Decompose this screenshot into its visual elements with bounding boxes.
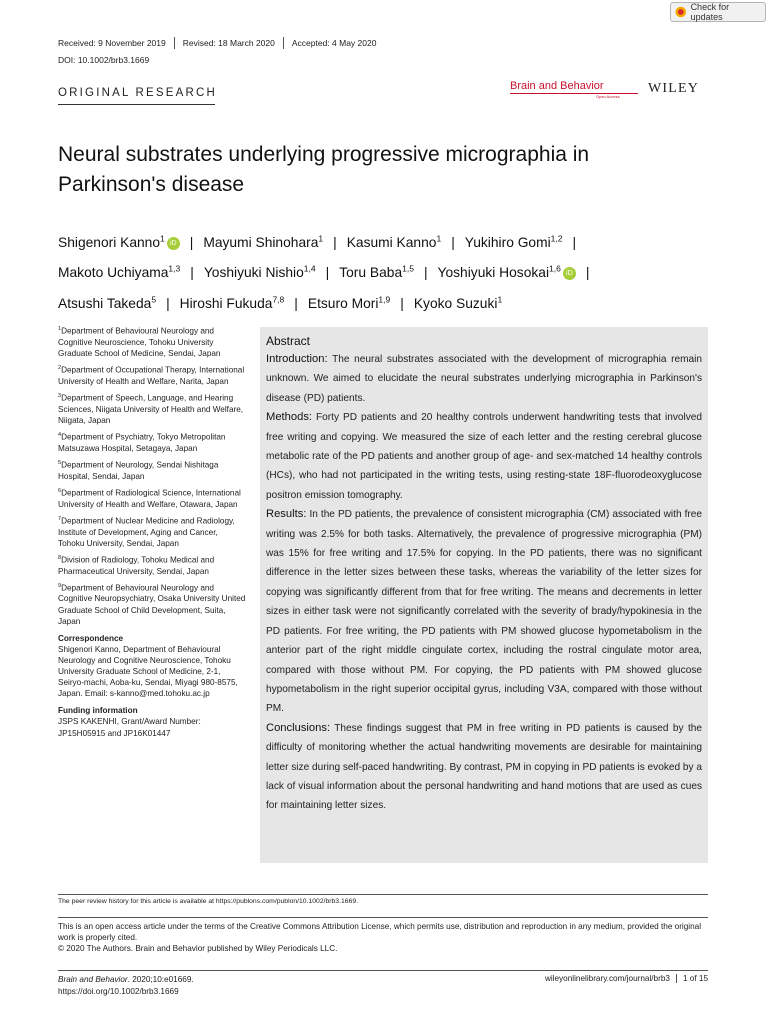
affiliation: $^9$Department of Behavioural Neurology and Cognitive Neuropsychiatry, Osaka University United Graduate School of Child Development, Suita, Japan [58,582,246,626]
author[interactable]: Kyoko Suzuki$^1$ [413,294,503,311]
section-divider [58,104,215,105]
author[interactable]: Etsuro Mori$^{1,9}$ [307,294,391,311]
author[interactable]: Hiroshi Fukuda$^{7,8}$ [179,294,285,311]
check-updates-icon [675,6,687,18]
author-list: Shigenori Kanno$^1$iD | Mayumi Shinohara$^1$ | Kasumi Kanno$^1$ | Yukihiro Gomi$^{1,2}$ | Makoto Uchiyama$^{1,3}$ | Yoshiyuki Nishio$^{1,4}$ | Toru Baba$^{1,5}$ | Yoshiyuki Hosokai$^{1,6}$iD | Atsushi Takeda$^5$ | Hiroshi Fukuda$^{7,8}$ | Etsuro Mori$^{1,9}$ | Kyoko Suzuki$^1$ [58,233,590,311]
affiliation: $^6$Department of Radiological Science, International University of Health and Welfare, Otawara, Japan [58,487,241,509]
author[interactable]: Yukihiro Gomi$^{1,2}$ [464,233,563,250]
affiliation: $^5$Department of Neurology, Sendai Nishitaga Hospital, Sendai, Japan [58,459,219,481]
peer-review-note: The peer review history for this article is available at https://publons.com/publon/10.1002/brb3.1669. [58,898,358,905]
check-updates-label: Check for updates [690,2,730,22]
author[interactable]: Toru Baba$^{1,5}$ [339,263,414,281]
footer-divider [58,970,708,971]
author[interactable]: Shigenori Kanno$^1$ [58,233,165,250]
citation [58,974,194,998]
article-dates [58,37,384,49]
author[interactable]: Kasumi Kanno$^1$ [346,233,442,250]
doi: DOI: 10.1002/brb3.1669 [58,55,150,65]
correspondence-body: Shigenori Kanno, Department of Behavioural Neurology and Cognitive Neuroscience, Tohoku University Graduate School of Medicine, 2-1, Seiryo-machi, Aoba-ku, Sendai, Miyagi 980-8575, Japan. Email: s-kanno@med.tohoku.ac.jp [58,644,238,699]
affiliation: $^4$Department of Psychiatry, Tokyo Metropolitan Matsuzawa Hospital, Setagaya, Japan [58,431,226,453]
affiliation: $^7$Department of Nuclear Medicine and Radiology, Institute of Development, Aging and Cancer, Tohoku University, Sendai, Japan [58,515,235,548]
affiliation: $^3$Department of Speech, Language, and Hearing Sciences, Niigata University of Health and Welfare, Niigata, Japan [58,392,244,425]
orcid-icon[interactable]: iD [167,237,180,250]
footer-divider [58,894,708,895]
journal-name: Brain and Behavior [510,80,604,92]
author[interactable]: Makoto Uchiyama$^{1,3}$ [58,263,181,281]
publisher-logo: WILEY [648,81,700,96]
orcid-icon[interactable]: iD [563,267,576,280]
funding-body: JSPS KAKENHI, Grant/Award Number: JP15H05915 and JP16K01447 [58,717,201,738]
open-access-label: Open Access [596,94,620,99]
affiliations [58,324,246,739]
funding-heading: Funding information [58,706,138,716]
correspondence-heading: Correspondence [58,633,124,643]
license-text: This is an open access article under the terms of the Creative Commons Attribution License, which permits use, distribution and reproduction in any medium, provided the original work is properly cited. [58,922,702,943]
check-for-updates-button[interactable] [670,2,766,22]
abstract-box [260,327,708,863]
article-title: Neural substrates underlying progressive micrographia in Parkinson's disease [58,143,590,196]
citation-line: Brain and Behavior. 2020;10:e01669. [58,975,194,984]
revised-date: Revised: 18 March 2020 [174,37,283,49]
affiliation: $^2$Department of Occupational Therapy, International University of Health and Welfare, Narita, Japan [58,365,245,386]
journal-site-link[interactable]: wileyonlinelibrary.com/journal/brb3 [544,974,670,983]
copyright-text: © 2020 The Authors. Brain and Behavior published by Wiley Periodicals LLC. [58,944,338,954]
author[interactable]: Yoshiyuki Nishio$^{1,4}$ [203,263,316,281]
author[interactable]: Mayumi Shinohara$^1$ [203,233,324,250]
affiliation: $^1$Department of Behavioural Neurology and Cognitive Neuroscience, Tohoku University Graduate School of Medicine, Sendai, Japan [58,326,221,358]
footer-divider [58,917,708,918]
received-date: Received: 9 November 2019 [58,38,166,48]
affiliation: $^8$Division of Radiology, Tohoku Medical and Pharmaceutical University, Sendai, Japan [58,554,215,576]
author[interactable]: Atsushi Takeda$^5$ [58,294,157,311]
abstract-methods: Methods: Forty PD patients and 20 healthy controls underwent handwriting tests that involved free writing and copying. We measured the size of each letter and the resting cerebral glucose metabolic rate of the PD patients and another group of age- and sex-matched 14 healthy controls (HCs), who had not participated in the writing tests, using resting-state 18F-fluorodeoxyglucose positron emission tomography. [266,411,702,501]
accepted-date: Accepted: 4 May 2020 [283,37,385,49]
license-block [58,921,708,955]
author[interactable]: Yoshiyuki Hosokai$^{1,6}$ [437,263,561,281]
abstract-heading: Abstract [266,334,311,348]
citation-doi-link[interactable]: https://doi.org/10.1002/brb3.1669 [58,986,179,996]
journal-logo [510,80,638,99]
page-info [545,974,708,983]
abstract-conclusions: Conclusions: These findings suggest that PM in free writing in PD patients is caused by the difficulty of monitoring whether the actual handwriting movements are desirable for maintaining letter size during self-paced handwriting. By contrast, PM in copying in PD patients is evoked by a lack of visual information about the personal handwriting and hand motions that are used as cues for maintaining letter sizes. [266,721,702,812]
abstract-results: Results: In the PD patients, the prevalence of consistent micrographia (CM) associated with free writing was 2.5% for both tasks. Alternatively, the prevalence of progressive micrographia (PM) was 15% for free writing and 17.5% for copying. In the PD patients, there was no significant difference in the letter sizes between these tasks, whereas the variability of the letter sizes for copying was significantly different from that for free writing. The means and decrements in letter sizes in either task were not significantly correlated with the severity of brady/hypokinesia in the PD patients. For free writing, the PD patients with PM showed glucose hypometabolism in the anterior part of the right middle cingulate cortex, including the rostral cingulate motor area, compared with those without PM. For copying, the PD patients with PM showed glucose hypometabolism in the right superior occipital gyrus, including V3A, compared with those without PM. [266,508,702,715]
abstract-introduction: Introduction: The neural substrates associated with the development of micrographia remain unknown. We aimed to elucidate the neural substrates underlying micrographia in Parkinson's disease (PD) patients. [266,353,702,404]
section-label: ORIGINAL RESEARCH [58,87,218,99]
page-number: 1 of 15 [676,974,708,983]
